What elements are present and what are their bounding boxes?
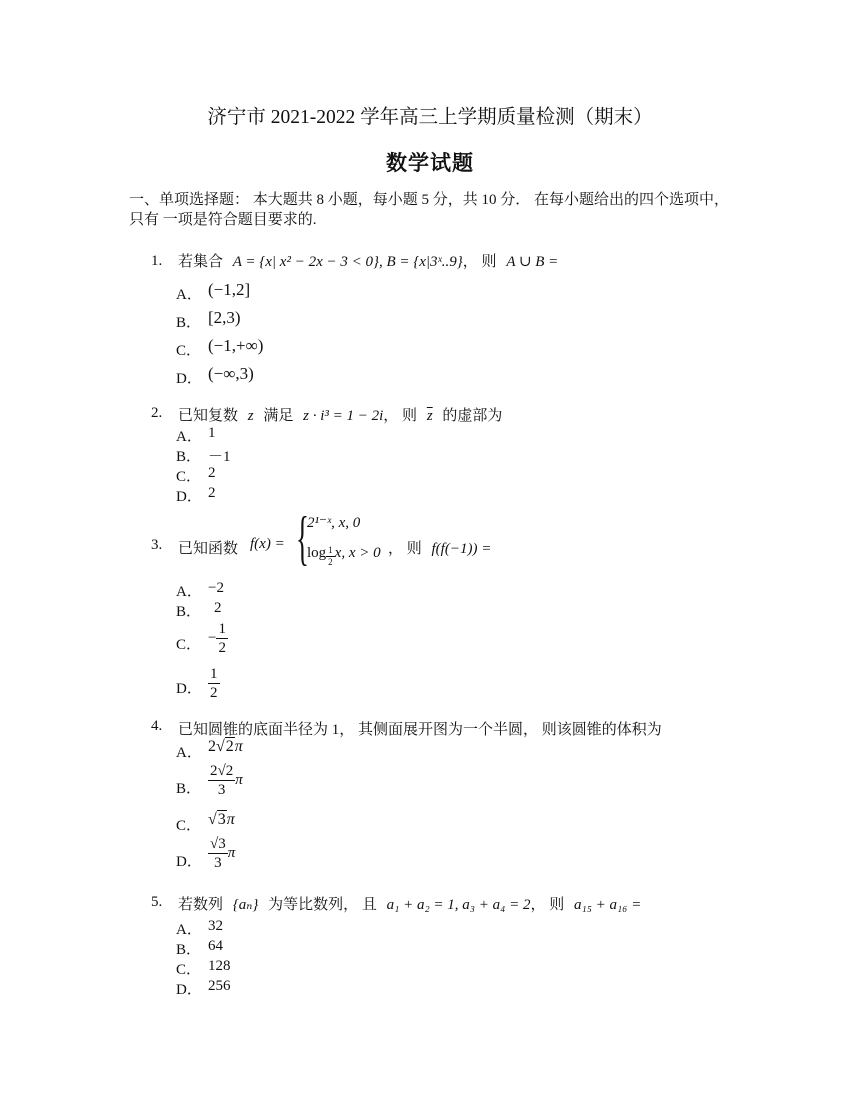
- math-variable: z: [247, 408, 254, 424]
- math-expression: z · i³ = 1 − 2i: [303, 408, 384, 424]
- option-label: D．: [176, 489, 202, 505]
- option-label: B．: [176, 449, 202, 465]
- option-label: D．: [176, 854, 202, 870]
- option-value: 256: [208, 978, 231, 994]
- math-expression: A ∪ B =: [506, 254, 559, 270]
- pi-symbol: π: [235, 771, 243, 788]
- option-label: D．: [176, 982, 202, 998]
- radicand: 3: [217, 811, 226, 828]
- piecewise-case-2: [307, 545, 381, 568]
- option-label: A．: [176, 922, 202, 938]
- denominator: 3: [217, 782, 226, 798]
- question-number: 1.: [151, 253, 163, 269]
- option-label: D．: [176, 681, 202, 697]
- coefficient: 2: [208, 738, 216, 755]
- question-5-stem: [178, 893, 641, 914]
- option-value: 2: [208, 485, 216, 501]
- document-subtitle: 数学试题: [386, 151, 474, 175]
- numerator: 1: [218, 621, 226, 637]
- option-value: 2√2π: [208, 738, 243, 755]
- option-value: (−1,+∞): [208, 336, 264, 355]
- stem-text: ， 则: [530, 897, 565, 913]
- radicand: 2: [225, 738, 234, 755]
- piecewise-brace: {: [296, 505, 309, 571]
- question-3-suffix: [388, 537, 491, 558]
- stem-text: 的虚部为: [442, 408, 503, 424]
- option-value: －1: [208, 449, 231, 465]
- log-base-fraction: $\frac{1}{2}$: [328, 545, 333, 567]
- pi-symbol: π: [226, 811, 235, 828]
- question-number: 5.: [151, 894, 163, 910]
- section-instructions-line2: 只有 一项是符合题目要求的.: [129, 212, 317, 228]
- option-fraction: [208, 835, 235, 872]
- question-4-stem: 已知圆锥的底面半径为 1， 其侧面展开图为一个半圆， 则该圆锥的体积为: [178, 722, 662, 738]
- option-label: A．: [176, 584, 202, 600]
- math-expression: a₁₅ + a₁₆ =: [573, 897, 642, 913]
- pi-symbol: π: [227, 844, 236, 861]
- option-label: A．: [176, 429, 202, 445]
- math-function: [250, 536, 285, 553]
- question-2-stem: [178, 404, 502, 425]
- fraction: [216, 620, 228, 657]
- stem-text: 若集合: [178, 254, 224, 270]
- option-sign: −: [208, 629, 217, 646]
- fraction: [208, 762, 235, 799]
- option-value: (−∞,3): [208, 364, 254, 383]
- option-label: C．: [176, 818, 202, 834]
- option-value: [2,3): [208, 308, 241, 327]
- option-label: B．: [176, 781, 202, 797]
- option-label: B．: [176, 942, 202, 958]
- math-expression: f(x) =: [250, 536, 285, 552]
- option-label: C．: [176, 469, 202, 485]
- question-number: 4.: [151, 718, 163, 734]
- fraction: [208, 835, 228, 872]
- stem-text: 满足: [263, 408, 294, 424]
- fraction: [208, 665, 220, 702]
- numerator: 1: [210, 666, 218, 682]
- stem-text: ， 则: [462, 254, 497, 270]
- option-value: 32: [208, 918, 223, 934]
- stem-text: 已知函数: [178, 541, 239, 557]
- option-label: A．: [176, 745, 202, 761]
- math-expression: 2¹⁻ˣ, x, 0: [307, 515, 361, 531]
- option-value: 2: [214, 600, 222, 616]
- option-label: B．: [176, 315, 202, 331]
- question-number: 3.: [151, 537, 163, 553]
- pi-symbol: π: [234, 738, 243, 755]
- denominator: 2: [210, 685, 218, 701]
- stem-text: 若数列: [178, 897, 224, 913]
- denominator: 2: [218, 640, 226, 656]
- option-value: 128: [208, 958, 231, 974]
- option-label: C．: [176, 637, 202, 653]
- option-value: √3π: [208, 811, 235, 828]
- option-value: −2: [208, 580, 224, 596]
- option-value: 2: [208, 465, 216, 481]
- math-log: log: [307, 545, 327, 561]
- option-fraction: [208, 665, 220, 702]
- piecewise-case-1: [307, 513, 360, 532]
- denominator: 3: [214, 855, 222, 871]
- math-expression: f(f(−1)) =: [431, 541, 492, 557]
- numerator: √3: [210, 836, 226, 852]
- option-value: 1: [208, 425, 216, 441]
- document-title: 济宁市 2021-2022 学年高三上学期质量检测（期末）: [207, 107, 653, 128]
- stem-text: 为等比数列， 且: [268, 897, 377, 913]
- option-label: B．: [176, 604, 202, 620]
- stem-text: ， 则: [388, 541, 422, 557]
- stem-text: ， 则: [383, 408, 418, 424]
- option-label: C．: [176, 962, 202, 978]
- option-label: C．: [176, 343, 202, 359]
- question-number: 2.: [151, 405, 163, 421]
- question-1-stem: [178, 250, 558, 271]
- option-fraction: [208, 762, 243, 799]
- option-value: 64: [208, 938, 223, 954]
- stem-text: 已知复数: [178, 408, 239, 424]
- option-label: D．: [176, 371, 202, 387]
- math-sequence: {aₙ}: [232, 897, 259, 913]
- option-value: (−1,2]: [208, 280, 251, 299]
- numerator: 2√2: [210, 763, 234, 779]
- option-fraction: [208, 620, 228, 657]
- section-instructions-line1: 一、单项选择题： 本大题共 8 小题，每小题 5 分，共 10 分． 在每小题给出的四个选项中，: [129, 192, 730, 208]
- math-variable-conjugate: $\overline{z}$: [426, 408, 433, 424]
- math-expression: A = {x| x² − 2x − 3 < 0}, B = {x|3ˣ..9}: [232, 254, 463, 270]
- math-expression: a₁ + a₂ = 1, a₃ + a₄ = 2: [386, 897, 531, 913]
- option-label: A．: [176, 287, 202, 303]
- math-expression: x, x > 0: [334, 545, 381, 561]
